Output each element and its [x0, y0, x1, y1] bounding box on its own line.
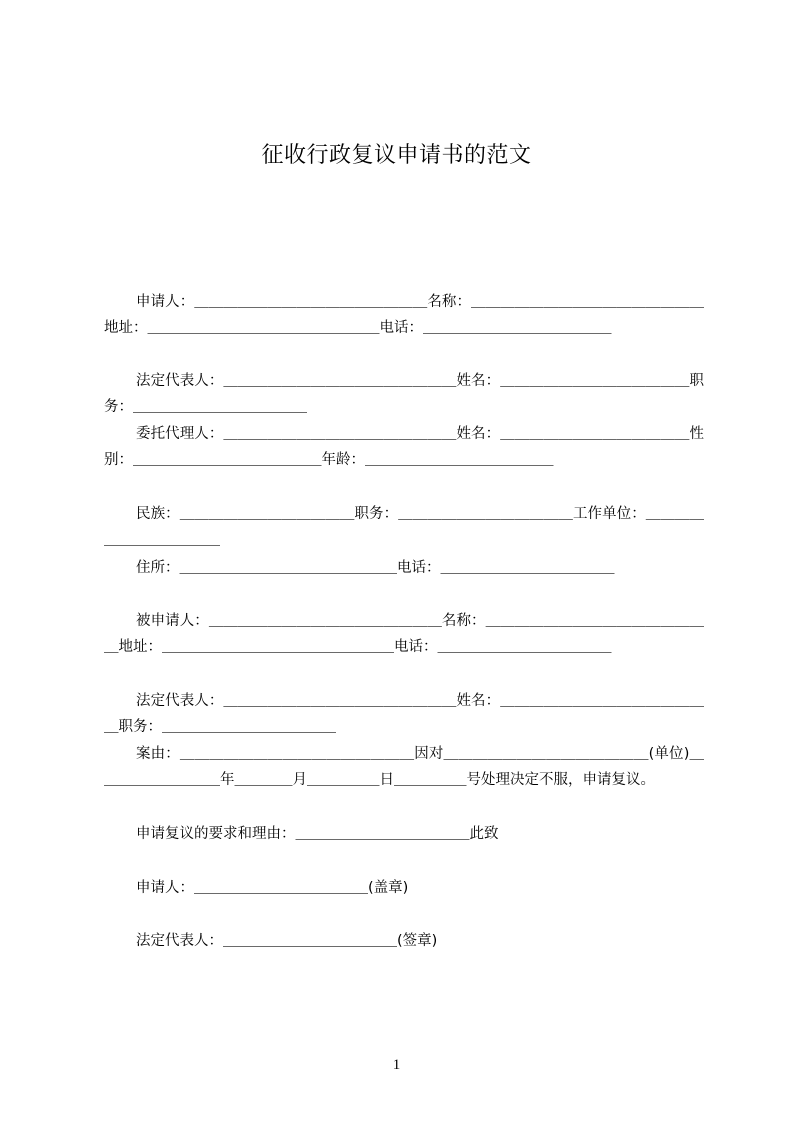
paragraph-ethnicity-position-workplace: 民族：＿＿＿＿＿＿＿＿＿＿＿＿职务：＿＿＿＿＿＿＿＿＿＿＿＿工作单位：＿＿＿＿＿＿＿＿＿＿＿＿ — [104, 506, 704, 548]
paragraph-respondent: 被申请人：＿＿＿＿＿＿＿＿＿＿＿＿＿＿＿＿名称：＿＿＿＿＿＿＿＿＿＿＿＿＿＿＿＿地址：＿＿＿＿＿＿＿＿＿＿＿＿＿＿＿＿电话：＿＿＿＿＿＿＿＿＿＿＿＿ — [104, 613, 704, 655]
paragraph-requests-and-reasons: 申请复议的要求和理由：＿＿＿＿＿＿＿＿＿＿＿＿此致 — [136, 826, 499, 842]
document-title: 征收行政复议申请书的范文 — [261, 143, 532, 168]
paragraph-respondent-legal-representative: 法定代表人：＿＿＿＿＿＿＿＿＿＿＿＿＿＿＿＿姓名：＿＿＿＿＿＿＿＿＿＿＿＿＿＿＿职务：＿＿＿＿＿＿＿＿＿＿＿＿ — [104, 693, 704, 735]
paragraph-applicant: 申请人：＿＿＿＿＿＿＿＿＿＿＿＿＿＿＿＿名称：＿＿＿＿＿＿＿＿＿＿＿＿＿＿＿＿地址：＿＿＿＿＿＿＿＿＿＿＿＿＿＿＿＿电话：＿＿＿＿＿＿＿＿＿＿＿＿＿ — [104, 294, 704, 336]
paragraph-legal-representative-signature: 法定代表人：＿＿＿＿＿＿＿＿＿＿＿＿(签章) — [136, 933, 438, 949]
page-number: 1 — [392, 1057, 401, 1073]
paragraph-entrusted-agent: 委托代理人：＿＿＿＿＿＿＿＿＿＿＿＿＿＿＿＿姓名：＿＿＿＿＿＿＿＿＿＿＿＿＿性别：＿＿＿＿＿＿＿＿＿＿＿＿＿年龄：＿＿＿＿＿＿＿＿＿＿＿＿＿ — [104, 426, 704, 468]
paragraph-applicant-legal-representative: 法定代表人：＿＿＿＿＿＿＿＿＿＿＿＿＿＿＿＿姓名：＿＿＿＿＿＿＿＿＿＿＿＿＿职务：＿＿＿＿＿＿＿＿＿＿＿＿ — [104, 373, 704, 415]
paragraph-applicant-seal: 申请人：＿＿＿＿＿＿＿＿＿＿＿＿(盖章) — [136, 880, 409, 896]
paragraph-cause-of-action: 案由：＿＿＿＿＿＿＿＿＿＿＿＿＿＿＿＿因对＿＿＿＿＿＿＿＿＿＿＿＿＿＿(单位)＿＿＿＿＿＿＿＿＿年＿＿＿＿月＿＿＿＿＿日＿＿＿＿＿号处理决定不服，申请复议。 — [104, 746, 704, 788]
paragraph-residence-phone: 住所：＿＿＿＿＿＿＿＿＿＿＿＿＿＿＿电话：＿＿＿＿＿＿＿＿＿＿＿＿ — [136, 560, 615, 576]
